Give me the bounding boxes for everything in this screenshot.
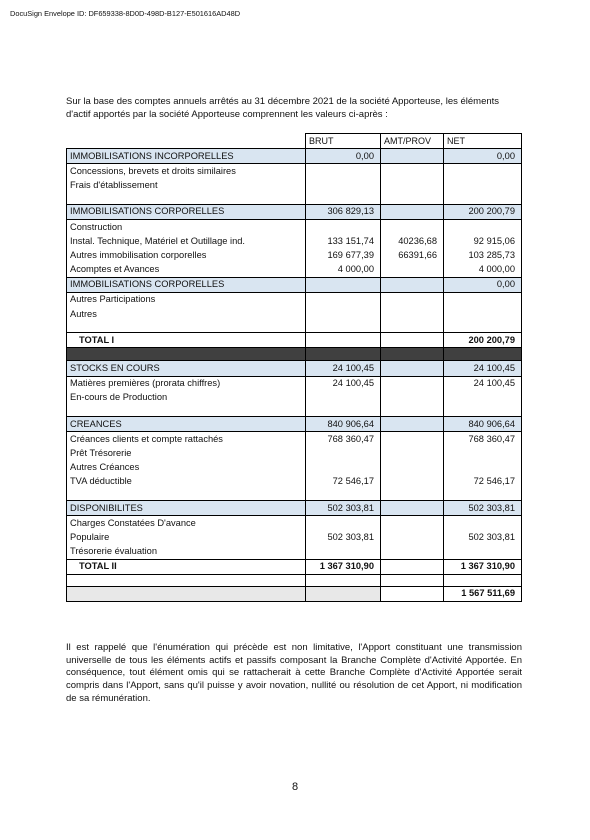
brut-cell: 4 000,00 xyxy=(306,263,381,278)
brut-cell xyxy=(306,219,381,234)
brut-cell xyxy=(306,545,381,560)
section-row xyxy=(67,277,522,292)
table-row xyxy=(67,263,522,278)
row-label: Acomptes et Avances xyxy=(67,263,306,278)
table-row xyxy=(67,179,522,193)
envelope-id: DocuSign Envelope ID: DF659338-8D0D-498D-B127-E501616AD48D xyxy=(10,9,241,18)
table-row xyxy=(67,307,522,321)
row-label: DISPONIBILITES xyxy=(67,500,306,515)
net-cell: 103 285,73 xyxy=(444,248,522,262)
brut-cell xyxy=(306,348,381,361)
intro-paragraph: Sur la base des comptes annuels arrêtés au 31 décembre 2021 de la société Apporteuse, les éléments d'actif apportés par la société Apporteuse comprennent les valeurs ci-après : xyxy=(66,96,500,120)
brut-cell: 0,00 xyxy=(306,149,381,164)
spacer-row xyxy=(67,574,522,586)
row-label: Charges Constatées D'avance xyxy=(67,516,306,531)
amt-prov-cell xyxy=(381,333,444,348)
net-cell xyxy=(444,193,522,205)
net-cell: 4 000,00 xyxy=(444,263,522,278)
brut-cell xyxy=(306,333,381,348)
row-label xyxy=(67,405,306,417)
net-cell: 24 100,45 xyxy=(444,376,522,391)
net-cell xyxy=(444,574,522,586)
amt-prov-cell xyxy=(381,500,444,515)
brut-cell: 768 360,47 xyxy=(306,432,381,447)
closing-paragraph: Il est rappelé que l'énumération qui précède est non limitative, l'Apport constituant une transmission universelle de tous les éléments actifs et passifs composant la Branche Complète d'Activité Apportée. En conséquence, tout élément omis qui se rattacherait à cette Branche Complète d'Activité Apportée serait compris dans l'Apport, sans qu'il puisse y avoir novation, nullité ou résolution de cet Apport, ni modification de sa rémunération. xyxy=(66,642,522,704)
grand-total-row xyxy=(67,586,522,601)
row-label: CREANCES xyxy=(67,417,306,432)
amt-prov-cell xyxy=(381,164,444,179)
section-row xyxy=(67,417,522,432)
brut-cell xyxy=(306,277,381,292)
brut-cell xyxy=(306,164,381,179)
brut-cell xyxy=(306,193,381,205)
spacer-row xyxy=(67,193,522,205)
row-label: IMMOBILISATIONS CORPORELLES xyxy=(67,277,306,292)
net-cell: 768 360,47 xyxy=(444,432,522,447)
amt-prov-cell xyxy=(381,204,444,219)
brut-cell: 169 677,39 xyxy=(306,248,381,262)
brut-cell: 24 100,45 xyxy=(306,361,381,376)
net-cell xyxy=(444,292,522,307)
row-label xyxy=(67,489,306,501)
brut-cell xyxy=(306,179,381,193)
table-row xyxy=(67,391,522,405)
net-cell: 0,00 xyxy=(444,277,522,292)
amt-prov-cell xyxy=(381,586,444,601)
brut-cell: 306 829,13 xyxy=(306,204,381,219)
table-row xyxy=(67,234,522,248)
amt-prov-cell: 66391,66 xyxy=(381,248,444,262)
net-cell xyxy=(444,307,522,321)
row-label: Autres Participations xyxy=(67,292,306,307)
table-row xyxy=(67,545,522,560)
spacer-row xyxy=(67,321,522,333)
net-cell: 72 546,17 xyxy=(444,475,522,489)
brut-cell xyxy=(306,516,381,531)
amt-prov-cell xyxy=(381,277,444,292)
table-header-row xyxy=(67,134,522,149)
net-cell xyxy=(444,461,522,475)
brut-cell xyxy=(306,307,381,321)
brut-cell xyxy=(306,489,381,501)
row-label xyxy=(67,321,306,333)
row-label: Matières premières (prorata chiffres) xyxy=(67,376,306,391)
net-cell xyxy=(444,164,522,179)
table-row xyxy=(67,432,522,447)
header-net: NET xyxy=(444,134,522,149)
section-row xyxy=(67,204,522,219)
net-cell: 0,00 xyxy=(444,149,522,164)
amt-prov-cell xyxy=(381,348,444,361)
grand-total-cell: 1 567 511,69 xyxy=(444,586,522,601)
header-spacer xyxy=(67,134,306,149)
row-label xyxy=(67,348,306,361)
row-label: En-cours de Production xyxy=(67,391,306,405)
brut-cell xyxy=(306,292,381,307)
net-cell xyxy=(444,219,522,234)
net-cell xyxy=(444,516,522,531)
header-amt-prov: AMT/PROV xyxy=(381,134,444,149)
row-label: Autres Créances xyxy=(67,461,306,475)
row-label: Autres immobilisation corporelles xyxy=(67,248,306,262)
net-cell xyxy=(444,489,522,501)
table-row xyxy=(67,475,522,489)
amt-prov-cell xyxy=(381,530,444,544)
row-label: IMMOBILISATIONS INCORPORELLES xyxy=(67,149,306,164)
row-label: Instal. Technique, Matériel et Outillage ind. xyxy=(67,234,306,248)
row-label: STOCKS EN COURS xyxy=(67,361,306,376)
row-label: Construction xyxy=(67,219,306,234)
brut-cell: 840 906,64 xyxy=(306,417,381,432)
brut-cell: 133 151,74 xyxy=(306,234,381,248)
net-cell: 200 200,79 xyxy=(444,204,522,219)
page-number: 8 xyxy=(291,781,299,793)
section-row xyxy=(67,500,522,515)
net-cell: 502 303,81 xyxy=(444,500,522,515)
row-label: TVA déductible xyxy=(67,475,306,489)
table-row xyxy=(67,516,522,531)
amt-prov-cell xyxy=(381,446,444,460)
table-row xyxy=(67,248,522,262)
amt-prov-cell xyxy=(381,149,444,164)
amt-prov-cell xyxy=(381,361,444,376)
row-label: Créances clients et compte rattachés xyxy=(67,432,306,447)
brut-cell: 502 303,81 xyxy=(306,530,381,544)
amt-prov-cell xyxy=(381,461,444,475)
assets-table-body xyxy=(67,134,522,602)
brut-cell xyxy=(306,321,381,333)
amt-prov-cell xyxy=(381,574,444,586)
net-cell: 1 367 310,90 xyxy=(444,559,522,574)
section-row xyxy=(67,361,522,376)
amt-prov-cell xyxy=(381,475,444,489)
amt-prov-cell xyxy=(381,307,444,321)
section-row xyxy=(67,149,522,164)
table-row xyxy=(67,446,522,460)
row-label xyxy=(67,193,306,205)
amt-prov-cell xyxy=(381,417,444,432)
brut-cell xyxy=(306,574,381,586)
row-label: Autres xyxy=(67,307,306,321)
amt-prov-cell xyxy=(381,405,444,417)
amt-prov-cell: 40236,68 xyxy=(381,234,444,248)
amt-prov-cell xyxy=(381,263,444,278)
net-cell xyxy=(444,321,522,333)
amt-prov-cell xyxy=(381,193,444,205)
brut-cell xyxy=(306,405,381,417)
net-cell xyxy=(444,405,522,417)
amt-prov-cell xyxy=(381,391,444,405)
row-label: Frais d'établissement xyxy=(67,179,306,193)
row-label: Concessions, brevets et droits similaires xyxy=(67,164,306,179)
net-cell xyxy=(444,545,522,560)
net-cell xyxy=(444,391,522,405)
brut-cell: 1 367 310,90 xyxy=(306,559,381,574)
net-cell: 840 906,64 xyxy=(444,417,522,432)
amt-prov-cell xyxy=(381,516,444,531)
amt-prov-cell xyxy=(381,376,444,391)
row-label xyxy=(67,586,306,601)
row-label xyxy=(67,574,306,586)
row-label: TOTAL II xyxy=(67,559,306,574)
row-label: Prêt Trésorerie xyxy=(67,446,306,460)
amt-prov-cell xyxy=(381,559,444,574)
brut-cell: 24 100,45 xyxy=(306,376,381,391)
net-cell: 200 200,79 xyxy=(444,333,522,348)
brut-cell: 502 303,81 xyxy=(306,500,381,515)
amt-prov-cell xyxy=(381,179,444,193)
net-cell: 502 303,81 xyxy=(444,530,522,544)
separator-row xyxy=(67,348,522,361)
brut-cell: 72 546,17 xyxy=(306,475,381,489)
row-label: Trésorerie évaluation xyxy=(67,545,306,560)
net-cell: 24 100,45 xyxy=(444,361,522,376)
total-row xyxy=(67,333,522,348)
table-row xyxy=(67,219,522,234)
table-row xyxy=(67,461,522,475)
brut-cell xyxy=(306,446,381,460)
net-cell xyxy=(444,348,522,361)
spacer-row xyxy=(67,405,522,417)
row-label: TOTAL I xyxy=(67,333,306,348)
row-label: Populaire xyxy=(67,530,306,544)
amt-prov-cell xyxy=(381,219,444,234)
total-row xyxy=(67,559,522,574)
net-cell: 92 915,06 xyxy=(444,234,522,248)
brut-cell xyxy=(306,586,381,601)
amt-prov-cell xyxy=(381,292,444,307)
row-label: IMMOBILISATIONS CORPORELLES xyxy=(67,204,306,219)
spacer-row xyxy=(67,489,522,501)
net-cell xyxy=(444,446,522,460)
brut-cell xyxy=(306,391,381,405)
table-row xyxy=(67,376,522,391)
net-cell xyxy=(444,179,522,193)
amt-prov-cell xyxy=(381,545,444,560)
header-brut: BRUT xyxy=(306,134,381,149)
amt-prov-cell xyxy=(381,432,444,447)
assets-table xyxy=(66,133,522,602)
table-row xyxy=(67,292,522,307)
table-row xyxy=(67,164,522,179)
amt-prov-cell xyxy=(381,321,444,333)
amt-prov-cell xyxy=(381,489,444,501)
table-row xyxy=(67,530,522,544)
brut-cell xyxy=(306,461,381,475)
